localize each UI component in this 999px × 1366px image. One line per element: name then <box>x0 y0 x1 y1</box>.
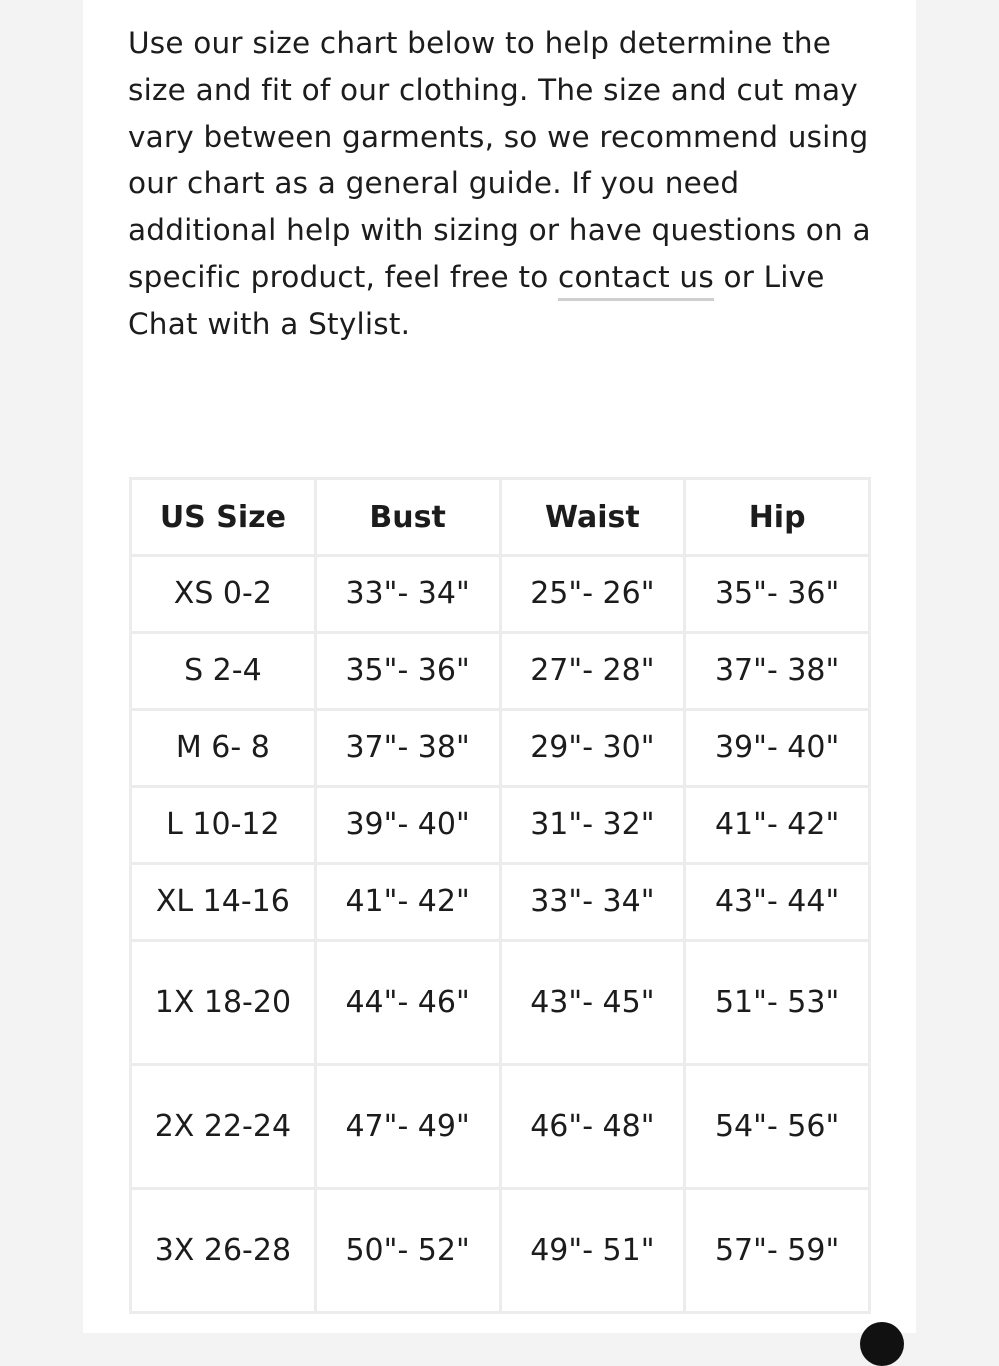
waist-cell: 29"- 30" <box>500 710 685 787</box>
chat-bubble-icon[interactable] <box>860 1322 904 1366</box>
hip-cell: 51"- 53" <box>685 941 870 1065</box>
bust-cell: 47"- 49" <box>315 1065 500 1189</box>
table-row <box>131 1189 870 1313</box>
table-row <box>131 941 870 1065</box>
contact-us-link[interactable]: contact us <box>558 260 714 301</box>
size-cell: XS 0-2 <box>131 556 316 633</box>
intro-text-end: or Live Chat with a Stylist. <box>128 259 825 341</box>
hip-cell: 54"- 56" <box>685 1065 870 1189</box>
waist-cell: 33"- 34" <box>500 864 685 941</box>
size-cell: M 6- 8 <box>131 710 316 787</box>
table-row <box>131 1065 870 1189</box>
hip-cell: 39"- 40" <box>685 710 870 787</box>
header-hip: Hip <box>685 479 870 556</box>
hip-cell: 37"- 38" <box>685 633 870 710</box>
waist-cell: 27"- 28" <box>500 633 685 710</box>
table-row <box>131 864 870 941</box>
hip-cell: 43"- 44" <box>685 864 870 941</box>
header-waist: Waist <box>500 479 685 556</box>
size-guide-intro <box>128 20 888 348</box>
table-row <box>131 710 870 787</box>
table-row <box>131 633 870 710</box>
bust-cell: 44"- 46" <box>315 941 500 1065</box>
hip-cell: 41"- 42" <box>685 787 870 864</box>
table-row <box>131 787 870 864</box>
size-cell: 3X 26-28 <box>131 1189 316 1313</box>
bust-cell: 37"- 38" <box>315 710 500 787</box>
waist-cell: 49"- 51" <box>500 1189 685 1313</box>
hip-cell: 57"- 59" <box>685 1189 870 1313</box>
bust-cell: 39"- 40" <box>315 787 500 864</box>
bust-cell: 35"- 36" <box>315 633 500 710</box>
waist-cell: 43"- 45" <box>500 941 685 1065</box>
bust-cell: 41"- 42" <box>315 864 500 941</box>
header-us-size: US Size <box>131 479 316 556</box>
table-header-row <box>131 479 870 556</box>
size-cell: 2X 22-24 <box>131 1065 316 1189</box>
header-bust: Bust <box>315 479 500 556</box>
size-cell: S 2-4 <box>131 633 316 710</box>
bust-cell: 50"- 52" <box>315 1189 500 1313</box>
size-chart-table <box>129 477 871 1314</box>
hip-cell: 35"- 36" <box>685 556 870 633</box>
size-guide-page <box>83 0 916 1333</box>
waist-cell: 31"- 32" <box>500 787 685 864</box>
waist-cell: 46"- 48" <box>500 1065 685 1189</box>
size-cell: 1X 18-20 <box>131 941 316 1065</box>
bust-cell: 33"- 34" <box>315 556 500 633</box>
waist-cell: 25"- 26" <box>500 556 685 633</box>
intro-text: Use our size chart below to help determine the size and fit of our clothing. The size and cut may vary between garments, so we recommend using our chart as a general guide. If you need additional help with sizing or have questions on a specific product, feel free to <box>128 26 871 294</box>
size-cell: L 10-12 <box>131 787 316 864</box>
size-cell: XL 14-16 <box>131 864 316 941</box>
table-row <box>131 556 870 633</box>
